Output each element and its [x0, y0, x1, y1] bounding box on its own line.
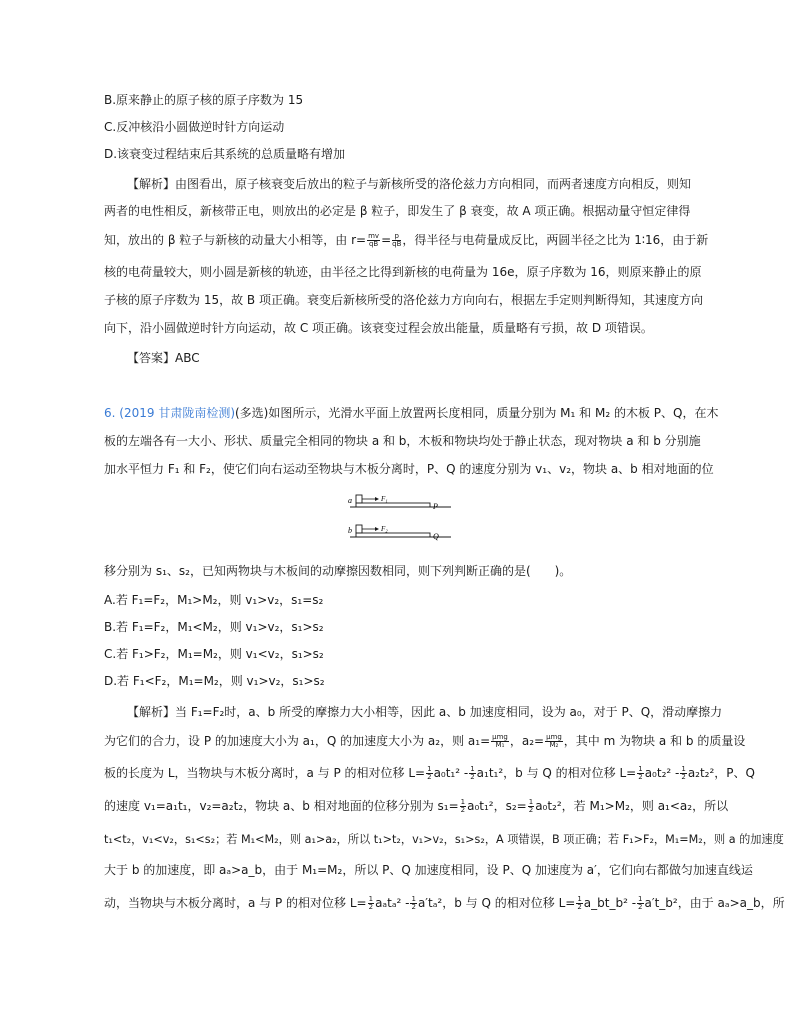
question6-line3: 加水平恒力 F₁ 和 F₂，使它们向右运动至物块与木板分离时，P、Q 的速度分别为 v₁、v₂，物块 a、b 相对地面的位 — [104, 462, 714, 476]
question-source: (2019 甘肃陇南检测) — [119, 406, 235, 420]
board-p — [356, 503, 430, 507]
diagram-label-p: P — [433, 502, 438, 511]
diagram-label-f2: F₂ — [381, 525, 388, 533]
analysis2-line4: 的速度 v₁=a₁t₁，v₂=a₂t₂，物块 a、b 相对地面的位移分别为 s₁= $\frac{1}{2}$ a₀t₁²，s₂= $\frac{1}{2}$ a₀t₂²，若 M₁>M₂，则 a₁<a₂，所以 — [104, 798, 729, 814]
option-c-prev: C.反冲核沿小圆做逆时针方向运动 — [104, 120, 285, 134]
fraction-half: $\frac{1}{2}$ — [681, 765, 686, 781]
option-b: B.若 F₁=F₂，M₁<M₂，则 v₁>v₂，s₁>s₂ — [104, 620, 324, 634]
diagram-label-a: a — [348, 496, 352, 505]
option-d-prev: D.该衰变过程结束后其系统的总质量略有增加 — [104, 147, 346, 161]
arrowhead-f1 — [375, 497, 379, 501]
option-b-prev: B.原来静止的原子核的原子序数为 15 — [104, 93, 304, 107]
analysis2-line1: 【解析】当 F₁=F₂时，a、b 所受的摩擦力大小相等，因此 a、b 加速度相同，设为 a₀，对于 P、Q，滑动摩擦力 — [127, 705, 723, 719]
fraction-a1: $\frac{\text{μmg}}{\text{M₁}}$ — [492, 733, 508, 749]
analysis2-line2: 为它们的合力，设 P 的加速度大小为 a₁，Q 的加速度大小为 a₂，则 a₁= $\frac{\text{μmg}}{\text{M₁}}$ ，a₂= $\frac{\text{μmg}}{\text{M₂}}$ ，其中 m 为物块 a 和 b 的质量设 — [104, 733, 746, 749]
diagram-label-f1: F₁ — [381, 495, 388, 503]
fraction-half: $\frac{1}{2}$ — [460, 798, 466, 814]
diagram-label-b: b — [348, 526, 352, 535]
fraction-half: $\frac{1}{2}$ — [577, 895, 582, 911]
block-b — [356, 525, 362, 533]
fraction-half: $\frac{1}{2}$ — [528, 798, 534, 814]
analysis1-line5: 子核的原子序数为 15，故 B 项正确。衰变后新核所受的洛伦兹力方向向右，根据左手定则判断得知，其速度方向 — [104, 293, 703, 307]
analysis2-line6: 大于 b 的加速度，即 aₐ>a_b，由于 M₁=M₂，所以 P、Q 加速度相同，设 P、Q 加速度为 a′，它们向右都做匀加速直线运 — [104, 863, 753, 877]
analysis1-line6: 向下，沿小圆做逆时针方向运动，故 C 项正确。该衰变过程会放出能量，质量略有亏损，故 D 项错误。 — [104, 321, 653, 335]
boards-diagram — [345, 492, 455, 552]
fraction-p-qb: $\frac{p}{qB}$ — [392, 232, 402, 248]
option-a: A.若 F₁=F₂，M₁>M₂，则 v₁>v₂，s₁=s₂ — [104, 593, 324, 607]
fraction-half: $\frac{1}{2}$ — [638, 765, 643, 781]
option-c: C.若 F₁>F₂，M₁=M₂，则 v₁<v₂，s₁>s₂ — [104, 647, 324, 661]
analysis2-line7: 动，当物块与木板分离时，a 与 P 的相对位移 L= $\frac{1}{2}$ aₐtₐ² - $\frac{1}{2}$ a′tₐ²，b 与 Q 的相对位移 L= $\frac{1}{2}$ a_bt_b² - $\frac{1}{2}$ a′t_b²，由于 aₐ>a_b，所 — [104, 895, 785, 911]
fraction-half: $\frac{1}{2}$ — [427, 765, 432, 781]
fraction-half: $\frac{1}{2}$ — [411, 895, 416, 911]
fraction-half: $\frac{1}{2}$ — [470, 765, 475, 781]
analysis1-line3: 知，放出的 β 粒子与新核的动量大小相等，由 r= $\frac{mv}{qB}$ = $\frac{p}{qB}$ ，得半径与电荷量成反比，两圆半径之比为 1∶16，由于新 — [104, 232, 709, 248]
analysis2-line3: 板的长度为 L，当物块与木板分离时，a 与 P 的相对位移 L= $\frac{1}{2}$ a₀t₁² - $\frac{1}{2}$ a₁t₁²，b 与 Q 的相对位移 L= $\frac{1}{2}$ a₀t₂² - $\frac{1}{2}$ a₂t₂²，P、Q — [104, 765, 755, 781]
analysis1-line2: 两者的电性相反，新核带正电，则放出的必定是 β 粒子，即发生了 β 衰变，故 A 项正确。根据动量守恒定律得 — [104, 204, 691, 218]
option-d: D.若 F₁<F₂，M₁=M₂，则 v₁>v₂，s₁>s₂ — [104, 674, 325, 688]
board-q — [356, 533, 430, 537]
question6-line4: 移分别为 s₁、s₂，已知两物块与木板间的动摩擦因数相同，则下列判断正确的是( )。 — [104, 564, 572, 578]
analysis-tag: 【解析】 — [127, 177, 176, 191]
question6-line1: 6. (2019 甘肃陇南检测)(多选)如图所示，光滑水平面上放置两长度相同，质量分别为 M₁ 和 M₂ 的木板 P、Q，在木 — [104, 406, 719, 420]
question6-line2: 板的左端各有一大小、形状、质量完全相同的物块 a 和 b，木板和物块均处于静止状态，现对物块 a 和 b 分别施 — [104, 434, 701, 448]
block-a — [356, 495, 362, 503]
fraction-half: $\frac{1}{2}$ — [638, 895, 643, 911]
analysis1-line1: 【解析】由图看出，原子核衰变后放出的粒子与新核所受的洛伦兹力方向相同，而两者速度方向相反，则知 — [127, 177, 692, 191]
analysis2-line5: t₁<t₂，v₁<v₂，s₁<s₂；若 M₁<M₂，则 a₁>a₂，所以 t₁>t₂，v₁>v₂，s₁>s₂，A 项错误，B 项正确；若 F₁>F₂，M₁=M₂，则 a 的加速度 — [104, 833, 784, 846]
fraction-mv-qb: $\frac{mv}{qB}$ — [368, 232, 380, 248]
arrowhead-f2 — [375, 527, 379, 531]
fraction-half: $\frac{1}{2}$ — [368, 895, 374, 911]
fraction-a2: $\frac{\text{μmg}}{\text{M₂}}$ — [546, 733, 562, 749]
answer1: 【答案】ABC — [127, 351, 200, 365]
diagram-label-q: Q — [433, 532, 439, 541]
analysis1-line4: 核的电荷量较大，则小圆是新核的轨迹，由半径之比得到新核的电荷量为 16e，原子序数为 16，则原来静止的原 — [104, 265, 702, 279]
